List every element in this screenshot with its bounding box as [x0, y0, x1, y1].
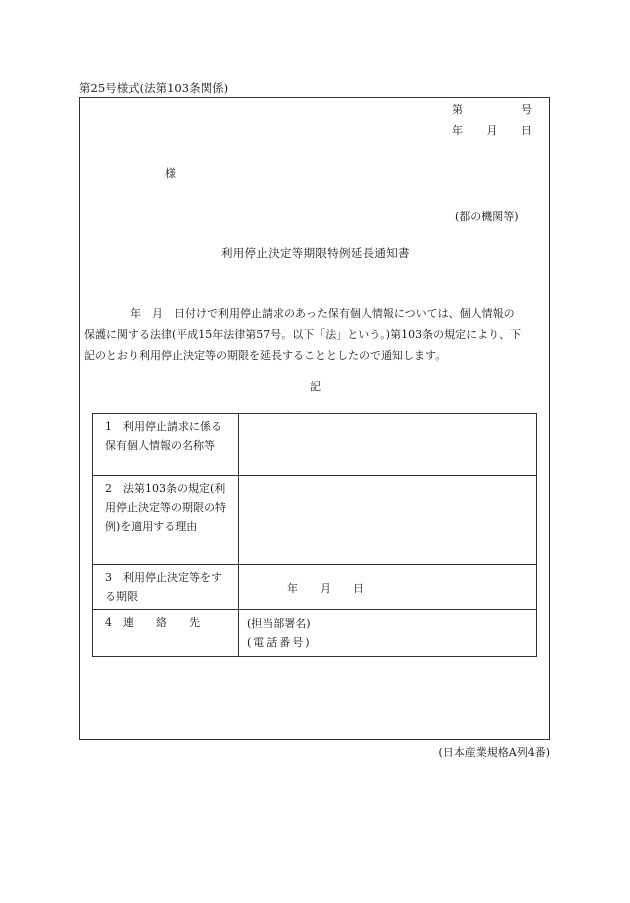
number-prefix: 第	[452, 103, 463, 116]
details-table	[92, 413, 537, 657]
body-paragraph	[84, 303, 546, 366]
row4-label: 4 連 絡 先	[93, 610, 239, 657]
row3-label: 3 利用停止決定等をする期限	[93, 565, 239, 610]
document-date	[452, 122, 532, 138]
contact-department: (担当部署名)	[247, 617, 311, 630]
table-row	[93, 565, 537, 610]
row2-value	[239, 476, 537, 565]
table-row	[93, 414, 537, 476]
table-row	[93, 476, 537, 565]
paper-size-note: (日本産業規格A列4番)	[438, 746, 550, 759]
row3-value	[239, 565, 537, 610]
row2-label: 2 法第103条の規定(利用停止決定等の期限の特例)を適用する理由	[93, 476, 239, 565]
date-day: 日	[521, 124, 532, 137]
date-year: 年	[452, 124, 463, 137]
row4-value	[239, 610, 537, 657]
row1-label: 1 利用停止請求に係る保有個人情報の名称等	[93, 414, 239, 476]
row1-value	[239, 414, 537, 476]
ki-heading: 記	[310, 380, 321, 393]
agency-label: (都の機関等)	[455, 210, 519, 223]
body-line-2: 保護に関する法律(平成15年法律第57号。以下「法」という。)第103条の規定により、下	[84, 328, 522, 341]
body-line-1: 年 月 日付けで利用停止請求のあった保有個人情報については、個人情報の	[130, 307, 515, 320]
contact-phone: (電話番号)	[247, 636, 312, 649]
body-line-3: 記のとおり利用停止決定等の期限を延長することとしたので通知します。	[84, 349, 447, 362]
number-suffix: 号	[521, 103, 532, 116]
document-title: 利用停止決定等期限特例延長通知書	[221, 246, 410, 260]
form-label: 第25号様式(法第103条関係)	[79, 81, 229, 95]
deadline-date: 年 月 日	[287, 582, 364, 595]
document-number	[452, 101, 532, 117]
table-row	[93, 610, 537, 657]
recipient-honorific: 様	[165, 167, 176, 180]
date-month: 月	[486, 124, 498, 137]
